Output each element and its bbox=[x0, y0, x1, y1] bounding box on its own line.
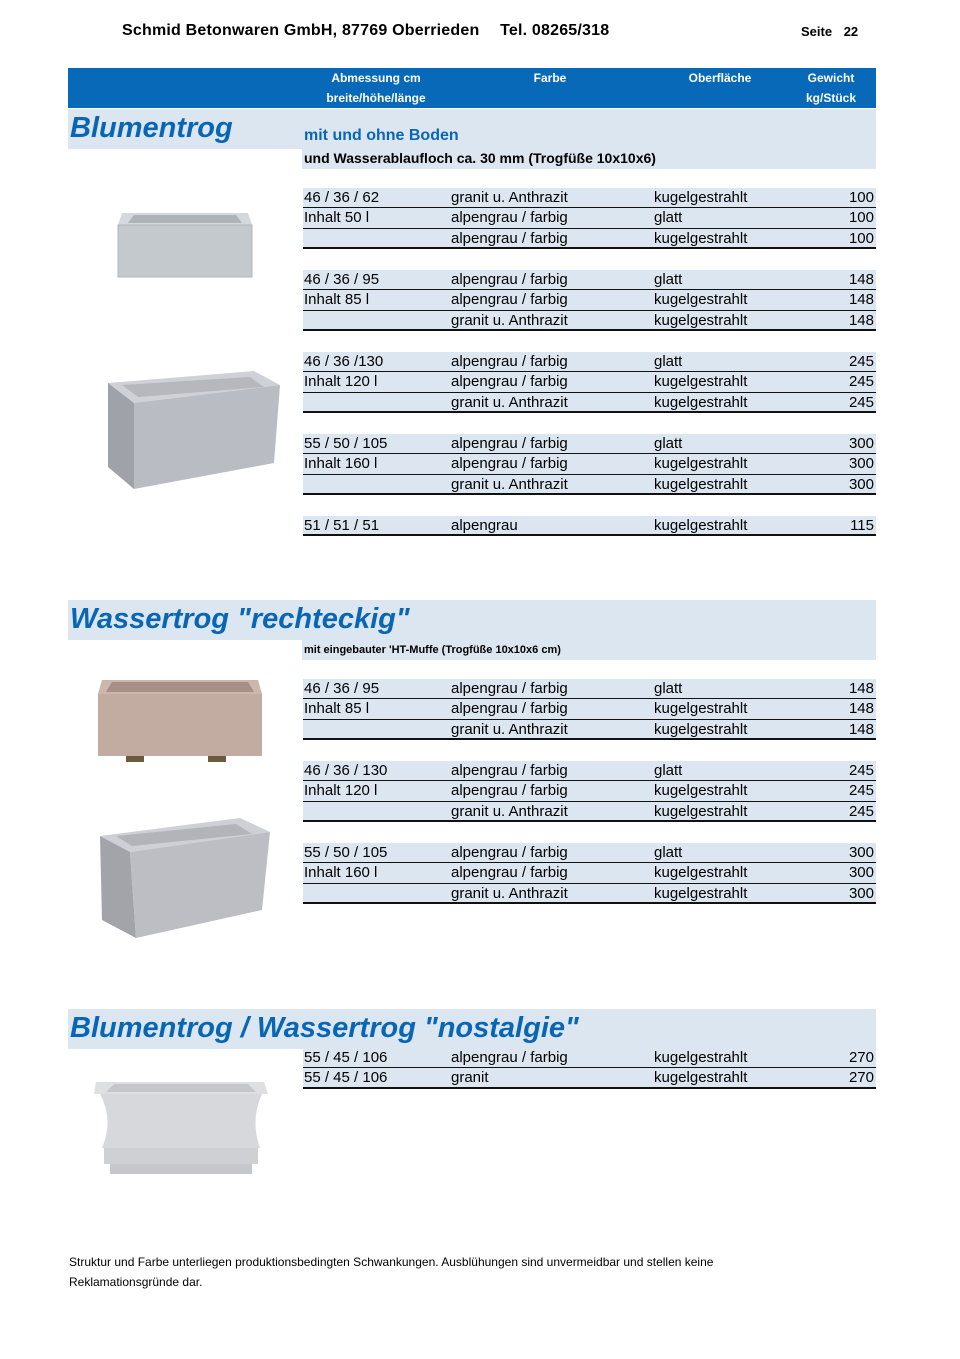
cell-color: alpengrau / farbig bbox=[451, 1049, 568, 1066]
cell-surface: kugelgestrahlt bbox=[654, 373, 748, 391]
cell-surface: glatt bbox=[654, 435, 683, 452]
table-row bbox=[303, 229, 876, 249]
cell-surface: kugelgestrahlt bbox=[654, 1069, 748, 1087]
cell-surface: glatt bbox=[654, 844, 683, 861]
cell-surface: kugelgestrahlt bbox=[654, 720, 748, 738]
table-group bbox=[303, 761, 876, 822]
product-image-nostalgie bbox=[92, 1076, 270, 1180]
table-group bbox=[303, 188, 876, 249]
cell-surface: glatt bbox=[654, 209, 683, 227]
cell-weight: 148 bbox=[848, 311, 874, 329]
cell-weight: 100 bbox=[848, 189, 874, 206]
cell-dimension: 46 / 36 / 130 bbox=[304, 762, 388, 779]
cell-color: alpengrau / farbig bbox=[451, 844, 568, 861]
table-row bbox=[303, 761, 876, 781]
table-row bbox=[303, 699, 876, 719]
table-row bbox=[303, 188, 876, 208]
table-row bbox=[303, 1048, 876, 1068]
section-description: und Wasserablaufloch ca. 30 mm (Trogfüße 10x10x6) bbox=[304, 150, 656, 166]
footer-line: Reklamationsgründe dar. bbox=[69, 1275, 203, 1289]
cell-weight: 148 bbox=[848, 700, 874, 718]
cell-color: granit u. Anthrazit bbox=[451, 393, 568, 411]
page-label: Seite bbox=[801, 24, 833, 39]
column-dimension-sublabel: breite/höhe/länge bbox=[326, 91, 426, 105]
cell-dimension: 46 / 36 /130 bbox=[304, 353, 384, 370]
cell-dimension: 55 / 45 / 106 bbox=[304, 1049, 388, 1066]
cell-dimension: Inhalt 160 l bbox=[304, 455, 378, 473]
footer-note bbox=[69, 1252, 789, 1292]
cell-weight: 245 bbox=[848, 353, 874, 370]
cell-surface: kugelgestrahlt bbox=[654, 517, 748, 534]
cell-weight: 115 bbox=[850, 517, 874, 534]
product-image-blumentrog-large bbox=[104, 367, 284, 491]
cell-surface: kugelgestrahlt bbox=[654, 291, 748, 309]
cell-dimension: 55 / 50 / 105 bbox=[304, 435, 388, 452]
table-row bbox=[303, 475, 876, 495]
section-title: Blumentrog bbox=[70, 112, 233, 144]
table-row bbox=[303, 290, 876, 310]
cell-weight: 300 bbox=[848, 455, 874, 473]
cell-weight: 245 bbox=[848, 802, 874, 820]
cell-surface: kugelgestrahlt bbox=[654, 864, 748, 882]
cell-color: alpengrau / farbig bbox=[451, 782, 568, 800]
company-phone: Tel. 08265/318 bbox=[500, 22, 610, 39]
cell-color: granit u. Anthrazit bbox=[451, 802, 568, 820]
table-group bbox=[303, 516, 876, 536]
cell-dimension: Inhalt 85 l bbox=[304, 700, 370, 718]
table-row bbox=[303, 720, 876, 740]
column-color bbox=[508, 68, 592, 88]
column-header-bar bbox=[68, 68, 876, 108]
cell-color: alpengrau / farbig bbox=[451, 271, 568, 288]
table-row bbox=[303, 516, 876, 536]
cell-color: alpengrau / farbig bbox=[451, 762, 568, 779]
cell-dimension: 46 / 36 / 95 bbox=[304, 680, 380, 697]
table-row bbox=[303, 393, 876, 413]
cell-weight: 245 bbox=[848, 762, 874, 779]
table-row bbox=[303, 781, 876, 801]
table-group bbox=[303, 679, 876, 740]
cell-surface: kugelgestrahlt bbox=[654, 311, 748, 329]
column-weight-label: Gewicht bbox=[807, 71, 855, 85]
product-image-wassertrog-rose bbox=[96, 676, 264, 764]
table-group bbox=[303, 843, 876, 904]
cell-weight: 300 bbox=[848, 884, 874, 902]
cell-dimension: 46 / 36 / 62 bbox=[304, 189, 380, 206]
cell-surface: kugelgestrahlt bbox=[654, 475, 748, 493]
section-nostalgie-header bbox=[68, 1009, 876, 1049]
company-name: Schmid Betonwaren GmbH, 87769 Oberrieden bbox=[122, 22, 480, 39]
page-number-value: 22 bbox=[843, 24, 859, 39]
table-group bbox=[303, 1048, 876, 1089]
cell-weight: 148 bbox=[848, 720, 874, 738]
cell-color: alpengrau bbox=[451, 517, 518, 534]
cell-surface: kugelgestrahlt bbox=[654, 229, 748, 247]
column-surface-label: Oberfläche bbox=[688, 71, 752, 85]
cell-surface: kugelgestrahlt bbox=[654, 782, 748, 800]
column-dimension bbox=[308, 68, 444, 108]
cell-surface: glatt bbox=[654, 762, 683, 779]
table-row bbox=[303, 372, 876, 392]
cell-surface: kugelgestrahlt bbox=[654, 802, 748, 820]
column-weight-sublabel: kg/Stück bbox=[805, 91, 856, 105]
cell-surface: kugelgestrahlt bbox=[654, 455, 748, 473]
cell-weight: 300 bbox=[848, 435, 874, 452]
table-row bbox=[303, 884, 876, 904]
table-row bbox=[303, 679, 876, 699]
cell-surface: glatt bbox=[654, 271, 683, 288]
cell-color: alpengrau / farbig bbox=[451, 373, 568, 391]
table-row bbox=[303, 802, 876, 822]
table-row bbox=[303, 208, 876, 228]
cell-weight: 245 bbox=[848, 782, 874, 800]
table-row bbox=[303, 454, 876, 474]
table-group bbox=[303, 270, 876, 331]
cell-color: alpengrau / farbig bbox=[451, 700, 568, 718]
cell-color: granit u. Anthrazit bbox=[451, 884, 568, 902]
cell-surface: kugelgestrahlt bbox=[654, 1049, 748, 1066]
cell-color: granit u. Anthrazit bbox=[451, 311, 568, 329]
table-group bbox=[303, 434, 876, 495]
section-wassertrog-header bbox=[68, 600, 876, 660]
product-image-wassertrog-grey bbox=[96, 816, 272, 940]
cell-color: alpengrau / farbig bbox=[451, 353, 568, 370]
section-title: Wassertrog "rechteckig" bbox=[70, 603, 410, 635]
cell-weight: 245 bbox=[848, 393, 874, 411]
cell-weight: 100 bbox=[848, 209, 874, 227]
cell-dimension: Inhalt 85 l bbox=[304, 291, 370, 309]
section-blumentrog-header bbox=[68, 109, 876, 169]
cell-surface: glatt bbox=[654, 353, 683, 370]
table-row bbox=[303, 843, 876, 863]
table-row bbox=[303, 311, 876, 331]
page-number bbox=[801, 24, 858, 39]
cell-weight: 148 bbox=[848, 680, 874, 697]
section-title: Blumentrog / Wassertrog "nostalgie" bbox=[70, 1012, 579, 1044]
cell-weight: 148 bbox=[848, 271, 874, 288]
cell-color: alpengrau / farbig bbox=[451, 229, 568, 247]
cell-weight: 270 bbox=[848, 1069, 874, 1087]
cell-color: granit bbox=[451, 1069, 489, 1087]
product-image-blumentrog-small bbox=[112, 205, 258, 281]
cell-dimension: 55 / 45 / 106 bbox=[304, 1069, 388, 1087]
cell-weight: 270 bbox=[848, 1049, 874, 1066]
cell-weight: 300 bbox=[848, 864, 874, 882]
table-row bbox=[303, 434, 876, 454]
page-header bbox=[122, 22, 609, 40]
column-color-label: Farbe bbox=[533, 71, 567, 85]
cell-surface: kugelgestrahlt bbox=[654, 393, 748, 411]
cell-dimension: 55 / 50 / 105 bbox=[304, 844, 388, 861]
cell-color: alpengrau / farbig bbox=[451, 291, 568, 309]
column-dimension-label: Abmessung cm bbox=[331, 71, 421, 85]
cell-color: alpengrau / farbig bbox=[451, 680, 568, 697]
cell-weight: 300 bbox=[848, 475, 874, 493]
cell-dimension: Inhalt 160 l bbox=[304, 864, 378, 882]
cell-surface: kugelgestrahlt bbox=[654, 884, 748, 902]
cell-weight: 100 bbox=[848, 229, 874, 247]
column-weight bbox=[794, 68, 868, 108]
cell-color: alpengrau / farbig bbox=[451, 864, 568, 882]
cell-dimension: 51 / 51 / 51 bbox=[304, 517, 380, 534]
cell-weight: 148 bbox=[848, 291, 874, 309]
cell-surface: kugelgestrahlt bbox=[654, 189, 748, 206]
section-description: mit eingebauter 'HT-Muffe (Trogfüße 10x10x6 cm) bbox=[304, 644, 561, 656]
cell-color: granit u. Anthrazit bbox=[451, 475, 568, 493]
cell-color: granit u. Anthrazit bbox=[451, 189, 568, 206]
cell-weight: 245 bbox=[848, 373, 874, 391]
section-subtitle: mit und ohne Boden bbox=[304, 127, 459, 144]
cell-color: alpengrau / farbig bbox=[451, 435, 568, 452]
cell-surface: kugelgestrahlt bbox=[654, 700, 748, 718]
table-row bbox=[303, 270, 876, 290]
cell-dimension: Inhalt 120 l bbox=[304, 373, 378, 391]
cell-color: alpengrau / farbig bbox=[451, 455, 568, 473]
table-group bbox=[303, 352, 876, 413]
cell-color: alpengrau / farbig bbox=[451, 209, 568, 227]
cell-color: granit u. Anthrazit bbox=[451, 720, 568, 738]
table-row bbox=[303, 1068, 876, 1088]
cell-dimension: Inhalt 120 l bbox=[304, 782, 378, 800]
column-surface bbox=[672, 68, 768, 88]
cell-dimension: Inhalt 50 l bbox=[304, 209, 370, 227]
cell-dimension: 46 / 36 / 95 bbox=[304, 271, 380, 288]
table-row bbox=[303, 863, 876, 883]
table-row bbox=[303, 352, 876, 372]
footer-line: Struktur und Farbe unterliegen produktionsbedingten Schwankungen. Ausblühungen sind unvermeidbar und stellen keine bbox=[69, 1255, 714, 1269]
cell-weight: 300 bbox=[848, 844, 874, 861]
cell-surface: glatt bbox=[654, 680, 683, 697]
